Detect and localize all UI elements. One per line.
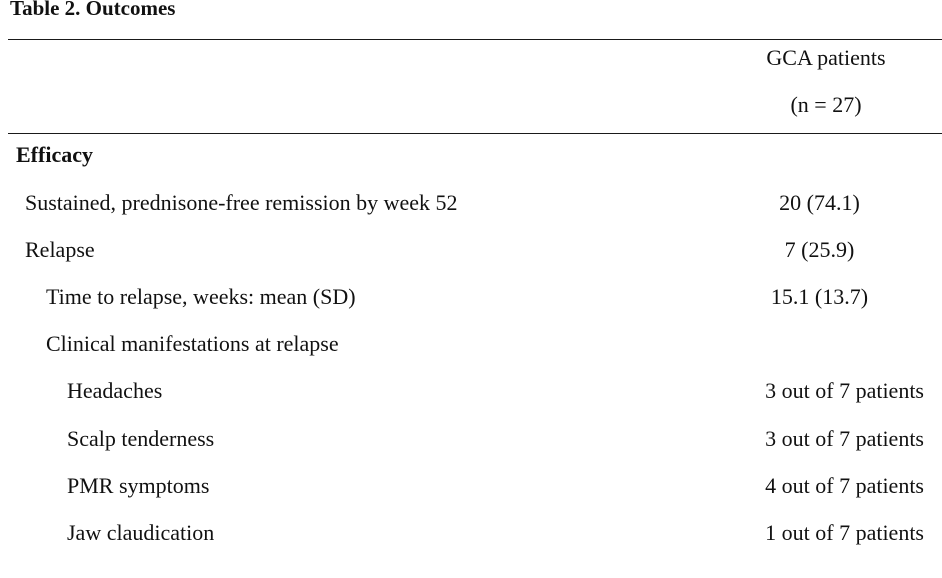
row-value: 7 (25.9) [784,237,855,262]
table-header-rule [8,133,942,134]
column-header-n: (n = 27) [790,92,862,117]
row-value: 3 out of 7 patients [765,426,924,451]
row-label: Scalp tenderness [67,426,215,451]
row-label: Clinical manifestations at relapse [46,331,339,356]
row-label: Jaw claudication [67,520,215,545]
column-header-gca: GCA patients [766,45,886,70]
row-value: 20 (74.1) [779,190,860,215]
row-label: Relapse [25,237,95,262]
row-value: 4 out of 7 patients [765,473,924,498]
row-value: 3 out of 7 patients [765,378,924,403]
table-caption: Table 2. Outcomes [10,0,176,20]
row-label: PMR symptoms [67,473,210,498]
row-value: 15.1 (13.7) [770,284,869,309]
row-label: Headaches [67,378,163,403]
table-top-rule [8,39,942,40]
row-label: Time to relapse, weeks: mean (SD) [46,284,356,309]
section-heading-efficacy: Efficacy [16,142,93,167]
row-value: 1 out of 7 patients [765,520,924,545]
row-label: Sustained, prednisone-free remission by week 52 [25,190,458,215]
